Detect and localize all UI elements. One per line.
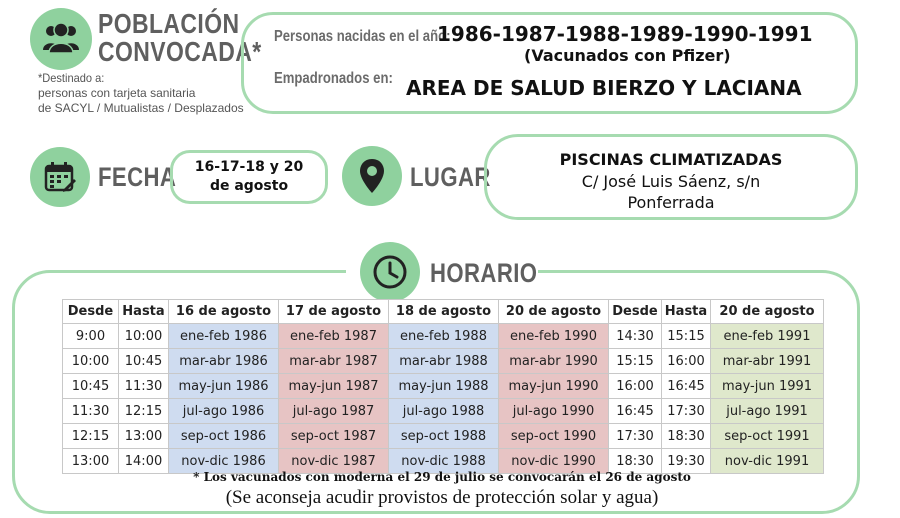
cell-day-2: sep-oct 1987 [279, 424, 389, 449]
cell-day-4-pm: ene-feb 1991 [711, 324, 824, 349]
calendar-icon [30, 147, 90, 207]
header-hasta: Hasta [119, 300, 169, 324]
cell-day-4: may-jun 1990 [499, 374, 609, 399]
empadronados-label: Empadronados en: [274, 70, 393, 87]
poblacion-title-line1: POBLACIÓN [98, 8, 240, 39]
cell-day-1: mar-abr 1986 [169, 349, 279, 374]
schedule-table [62, 299, 824, 474]
fecha-line2: de agosto [209, 178, 289, 194]
cell-day-3: ene-feb 1988 [389, 324, 499, 349]
cell-day-2: mar-abr 1987 [279, 349, 389, 374]
header-day-2: 17 de agosto [279, 300, 389, 324]
cell-hasta-pm: 17:30 [662, 399, 711, 424]
cell-day-2: may-jun 1987 [279, 374, 389, 399]
cell-day-4-pm: nov-dic 1991 [711, 449, 824, 474]
cell-hasta-pm: 16:45 [662, 374, 711, 399]
cell-desde: 10:45 [63, 374, 119, 399]
cell-day-3: nov-dic 1988 [389, 449, 499, 474]
cell-desde: 13:00 [63, 449, 119, 474]
schedule-header-row [63, 300, 824, 324]
cell-hasta: 13:00 [119, 424, 169, 449]
cell-desde: 9:00 [63, 324, 119, 349]
table-row [63, 399, 824, 424]
cell-hasta-pm: 18:30 [662, 424, 711, 449]
cell-day-2: jul-ago 1987 [279, 399, 389, 424]
cell-day-1: ene-feb 1986 [169, 324, 279, 349]
vaccine-type: (Vacunados con Pfizer) [524, 46, 731, 65]
cell-desde-pm: 16:00 [609, 374, 662, 399]
horario-heading: HORARIO [430, 258, 538, 288]
cell-day-4-pm: sep-oct 1991 [711, 424, 824, 449]
header-desde-pm: Desde [609, 300, 662, 324]
lugar-name: PISCINAS CLIMATIZADAS [559, 150, 783, 169]
birth-years: 1986-1987-1988-1989-1990-1991 [437, 22, 813, 46]
cell-desde: 10:00 [63, 349, 119, 374]
cell-day-4-pm: mar-abr 1991 [711, 349, 824, 374]
cell-day-4: ene-feb 1990 [499, 324, 609, 349]
table-row [63, 349, 824, 374]
cell-hasta-pm: 19:30 [662, 449, 711, 474]
cell-desde-pm: 14:30 [609, 324, 662, 349]
table-row [63, 324, 824, 349]
advice-note: (Se aconseja acudir provistos de protección solar y agua) [225, 487, 659, 508]
table-row [63, 424, 824, 449]
header-desde: Desde [63, 300, 119, 324]
fecha-heading: FECHA [98, 162, 177, 192]
header-day-1: 16 de agosto [169, 300, 279, 324]
lugar-city: Ponferrada [627, 193, 715, 212]
clock-icon [360, 242, 420, 302]
cell-day-1: may-jun 1986 [169, 374, 279, 399]
cell-day-4: jul-ago 1990 [499, 399, 609, 424]
cell-desde: 12:15 [63, 424, 119, 449]
cell-desde: 11:30 [63, 399, 119, 424]
poblacion-title-line2: CONVOCADA* [98, 36, 262, 67]
cell-hasta: 12:15 [119, 399, 169, 424]
lugar-street: C/ José Luis Sáenz, s/n [581, 172, 761, 191]
cell-hasta-pm: 15:15 [662, 324, 711, 349]
cell-day-4: nov-dic 1990 [499, 449, 609, 474]
health-area: AREA DE SALUD BIERZO Y LACIANA [406, 76, 802, 100]
cell-hasta: 11:30 [119, 374, 169, 399]
cell-day-4: mar-abr 1990 [499, 349, 609, 374]
destinado-label: *Destinado a: [38, 71, 105, 85]
cell-day-3: may-jun 1988 [389, 374, 499, 399]
cell-day-3: mar-abr 1988 [389, 349, 499, 374]
lugar-heading: LUGAR [410, 162, 491, 192]
location-pin-icon [342, 146, 402, 206]
header-hasta-pm: Hasta [662, 300, 711, 324]
cell-day-2: ene-feb 1987 [279, 324, 389, 349]
cell-day-1: nov-dic 1986 [169, 449, 279, 474]
cell-day-4: sep-oct 1990 [499, 424, 609, 449]
cell-day-4-pm: may-jun 1991 [711, 374, 824, 399]
cell-hasta: 10:45 [119, 349, 169, 374]
header-day-3: 18 de agosto [389, 300, 499, 324]
cell-day-1: jul-ago 1986 [169, 399, 279, 424]
moderna-note: * Los vacunados con moderna el 29 de julio se convocarán el 26 de agosto [193, 470, 691, 484]
fecha-line1: 16-17-18 y 20 [194, 159, 304, 175]
nacidos-label: Personas nacidas en el año: [274, 28, 451, 45]
destinado-line1: personas con tarjeta sanitaria [38, 86, 196, 100]
destinado-line2: de SACYL / Mutualistas / Desplazados [38, 101, 244, 115]
cell-day-3: sep-oct 1988 [389, 424, 499, 449]
cell-desde-pm: 18:30 [609, 449, 662, 474]
header-day-4: 20 de agosto [499, 300, 609, 324]
cell-day-3: jul-ago 1988 [389, 399, 499, 424]
cell-day-4-pm: jul-ago 1991 [711, 399, 824, 424]
cell-hasta-pm: 16:00 [662, 349, 711, 374]
people-group-icon [30, 8, 92, 70]
cell-day-2: nov-dic 1987 [279, 449, 389, 474]
cell-desde-pm: 16:45 [609, 399, 662, 424]
cell-desde-pm: 17:30 [609, 424, 662, 449]
header-day-4-pm: 20 de agosto [711, 300, 824, 324]
cell-hasta: 10:00 [119, 324, 169, 349]
cell-day-1: sep-oct 1986 [169, 424, 279, 449]
cell-desde-pm: 15:15 [609, 349, 662, 374]
cell-hasta: 14:00 [119, 449, 169, 474]
table-row [63, 374, 824, 399]
